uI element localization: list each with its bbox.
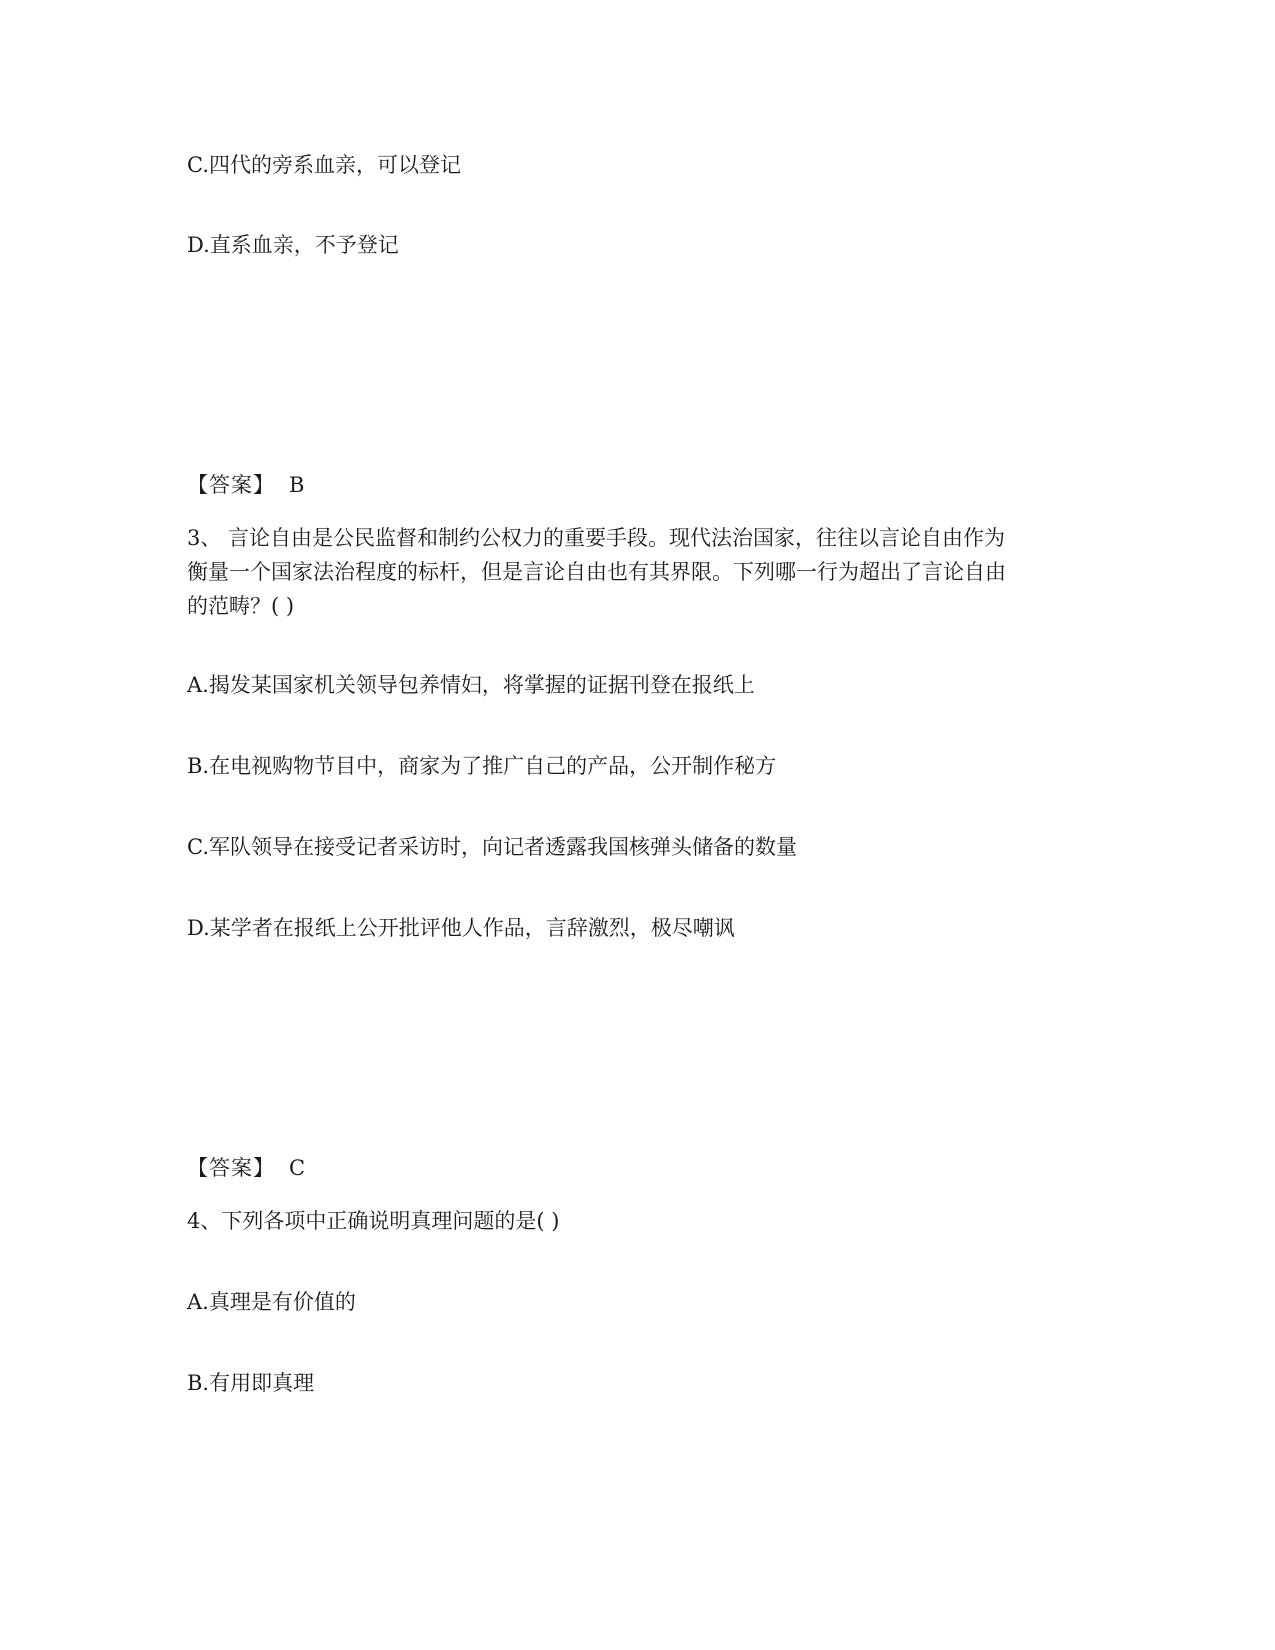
answer-label: 【答案】: [187, 1156, 275, 1180]
q3-answer: [187, 1151, 305, 1185]
q4-option-a: A.真理是有价值的: [187, 1290, 356, 1314]
q2-option-d: D.直系血亲，不予登记: [187, 233, 399, 257]
answer-value: C: [289, 1156, 306, 1180]
q2-option-c: C.四代的旁系血亲，可以登记: [187, 153, 461, 177]
q2-answer: [187, 468, 304, 502]
q3-stem-line: 的范畴？( ): [187, 594, 295, 618]
q4-stem: 4、下列各项中正确说明真理问题的是( ): [187, 1209, 560, 1233]
q3-stem-line: 衡量一个国家法治程度的标杆，但是言论自由也有其界限。下列哪一行为超出了言论自由: [187, 560, 1006, 584]
q3-option-c: C.军队领导在接受记者采访时，向记者透露我国核弹头储备的数量: [187, 835, 797, 859]
q4-option-b: B.有用即真理: [187, 1371, 315, 1395]
q3-option-d: D.某学者在报纸上公开批评他人作品，言辞激烈，极尽嘲讽: [187, 916, 735, 940]
answer-value: B: [289, 473, 305, 497]
q3-stem-line: 3、 言论自由是公民监督和制约公权力的重要手段。现代法治国家，往往以言论自由作为: [187, 526, 1006, 550]
q3-option-b: B.在电视购物节目中，商家为了推广自己的产品，公开制作秘方: [187, 754, 777, 778]
q3-option-a: A.揭发某国家机关领导包养情妇，将掌握的证据刊登在报纸上: [187, 673, 755, 697]
q3-stem: [187, 521, 1087, 623]
answer-label: 【答案】: [187, 473, 275, 497]
